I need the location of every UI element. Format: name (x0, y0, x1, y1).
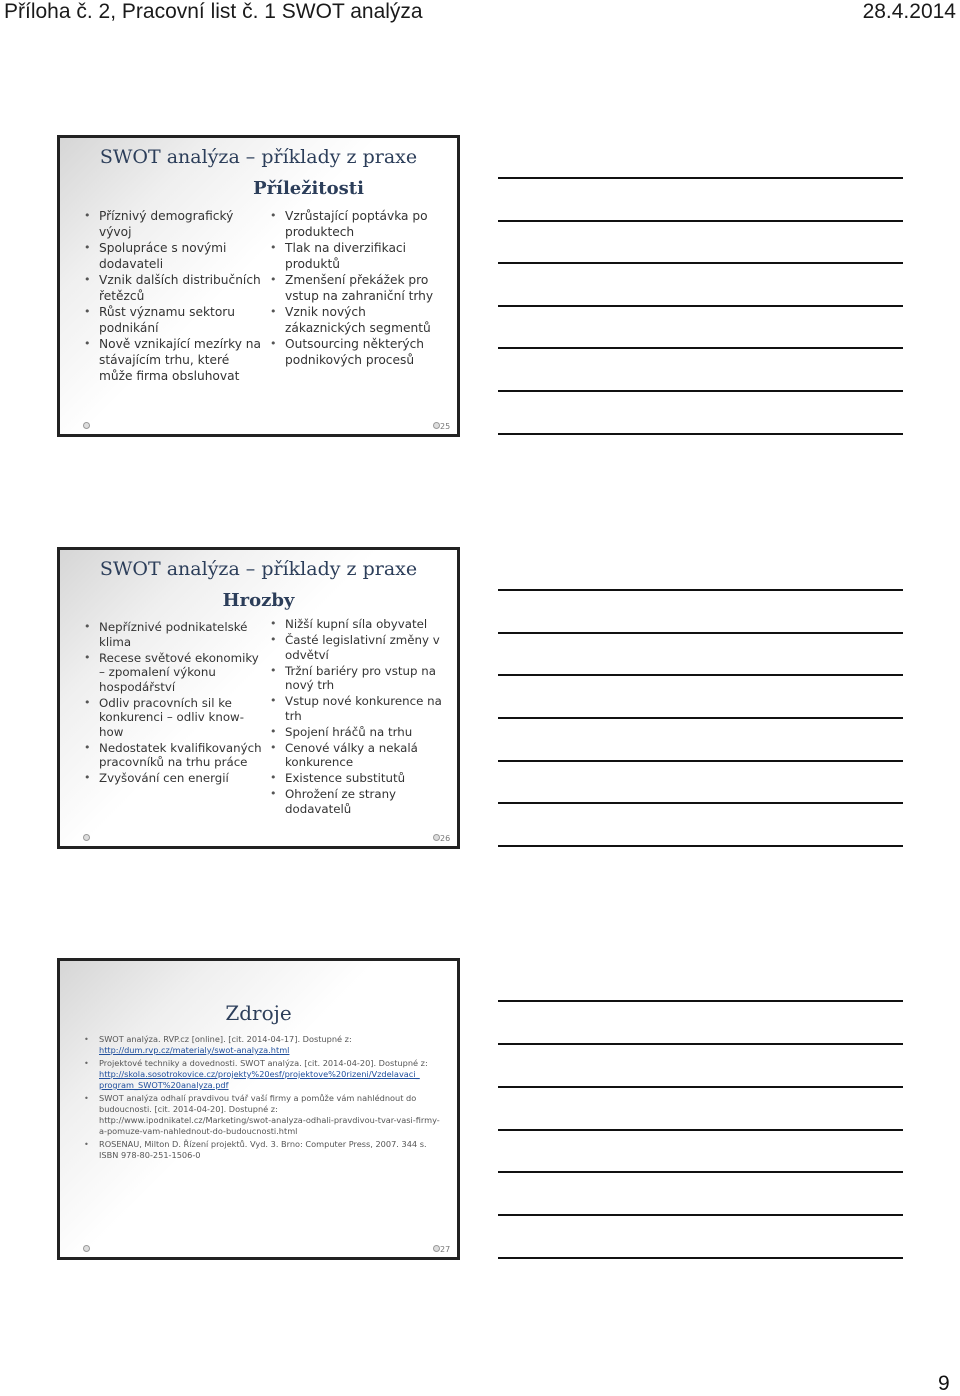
note-line (498, 802, 903, 804)
slide-number: 26 (440, 834, 451, 843)
header-date: 28.4.2014 (862, 0, 956, 23)
slide-background (60, 138, 457, 434)
footer-dot-right (433, 1245, 440, 1252)
list-item: • Tržní bariéry pro vstup na nový trh (268, 664, 448, 693)
slide-background (60, 961, 457, 1257)
slide-background (60, 550, 457, 846)
list-item: • Spojení hráčů na trhu (268, 725, 448, 740)
source-url: http://www.ipodnikatel.cz/Marketing/swot-analyza-odhali-pravdivou-tvar-vasi-firmy-a-pomuze-vam-nahlednout-do-budoucnosti.html (99, 1115, 440, 1136)
list-item: • Tlak na diverzifikaci produktů (268, 240, 448, 272)
footer-dot-left (83, 1245, 90, 1252)
note-line (498, 1086, 903, 1088)
footer-dot-left (83, 834, 90, 841)
list-item: • Nepříznivé podnikatelské klima (82, 620, 262, 649)
slide-number: 27 (440, 1245, 451, 1254)
list-item: • Příznivý demografický vývoj (82, 208, 262, 240)
right-column (268, 617, 448, 818)
source-item (82, 1093, 442, 1137)
note-line (498, 1129, 903, 1131)
list-item: • Zvyšování cen energií (82, 771, 262, 786)
note-line (498, 845, 903, 847)
slide-threats (57, 547, 460, 849)
page-header (0, 0, 960, 30)
list-item: • Cenové války a nekalá konkurence (268, 741, 448, 770)
note-line (498, 589, 903, 591)
list-item: • Odliv pracovních sil ke konkurenci – odliv know-how (82, 696, 262, 740)
source-text: ROSENAU, Milton D. Řízení projektů. Vyd. 3. Brno: Computer Press, 2007. 344 s. ISBN 978-80-251-1506-0 (99, 1139, 427, 1160)
slide-subtitle: Hrozby (222, 590, 295, 611)
list-item: • Existence substitutů (268, 771, 448, 786)
note-line (498, 262, 903, 264)
note-line (498, 717, 903, 719)
list-item: • Růst významu sektoru podnikání (82, 304, 262, 336)
footer-dot-right (433, 834, 440, 841)
list-item: • Spolupráce s novými dodavateli (82, 240, 262, 272)
source-item (82, 1058, 442, 1091)
list-item: • Vzrůstající poptávka po produktech (268, 208, 448, 240)
note-line (498, 1257, 903, 1259)
slide-title: Zdroje (225, 1001, 292, 1025)
note-line (498, 760, 903, 762)
note-line (498, 390, 903, 392)
page-number: 9 (938, 1372, 950, 1395)
list-item: • Vstup nové konkurence na trh (268, 694, 448, 723)
source-item (82, 1034, 442, 1056)
list-item: • Vznik dalších distribučních řetězců (82, 272, 262, 304)
slide-title: SWOT analýza – příklady z praxe (99, 146, 418, 168)
note-line (498, 1000, 903, 1002)
left-column (82, 208, 262, 384)
list-item: • Zmenšení překážek pro vstup na zahraniční trhy (268, 272, 448, 304)
slide-subtitle: Příležitosti (253, 178, 364, 199)
source-text: Projektové techniky a dovednosti. SWOT analýza. [cit. 2014-04-20]. Dostupné z: (99, 1058, 428, 1068)
note-line (498, 220, 903, 222)
note-line (498, 1043, 903, 1045)
list-item: • Ohrožení ze strany dodavatelů (268, 787, 448, 816)
slide-sources (57, 958, 460, 1260)
note-line (498, 433, 903, 435)
note-line (498, 632, 903, 634)
source-link[interactable]: http://dum.rvp.cz/materialy/swot-analyza.html (99, 1045, 290, 1055)
list-item: • Nižší kupní síla obyvatel (268, 617, 448, 632)
note-line (498, 674, 903, 676)
slide-opportunities (57, 135, 460, 437)
note-line (498, 1214, 903, 1216)
list-item: • Časté legislativní změny v odvětví (268, 633, 448, 662)
note-line (498, 305, 903, 307)
source-text: SWOT analýza. RVP.cz [online]. [cit. 2014-04-17]. Dostupné z: (99, 1034, 352, 1044)
source-link[interactable]: http://skola.sosotrokovice.cz/projekty%20esf/projektove%20rizeni/Vzdelavaci_ program_SWOT%20analyza.pdf (99, 1069, 420, 1090)
sources-list (82, 1034, 442, 1163)
footer-dot-right (433, 422, 440, 429)
list-item: • Recese světové ekonomiky – zpomalení výkonu hospodářství (82, 651, 262, 695)
source-text: SWOT analýza odhalí pravdivou tvář vaší firmy a pomůže vám nahlédnout do budoucnosti. [cit. 2014-04-20]. Dostupné z: (99, 1093, 417, 1114)
list-item: • Outsourcing některých podnikových procesů (268, 336, 448, 368)
slide-number: 25 (440, 422, 451, 431)
note-line (498, 177, 903, 179)
list-item: • Vznik nových zákaznických segmentů (268, 304, 448, 336)
header-title: Příloha č. 2, Pracovní list č. 1 SWOT analýza (4, 0, 423, 23)
list-item: • Nově vznikající mezírky na stávajícím trhu, které může firma obsluhovat (82, 336, 262, 384)
note-line (498, 1171, 903, 1173)
source-item (82, 1139, 442, 1161)
note-line (498, 347, 903, 349)
left-column (82, 620, 262, 787)
footer-dot-left (83, 422, 90, 429)
right-column (268, 208, 448, 368)
list-item: • Nedostatek kvalifikovaných pracovníků na trhu práce (82, 741, 262, 770)
slide-title: SWOT analýza – příklady z praxe (99, 558, 418, 580)
